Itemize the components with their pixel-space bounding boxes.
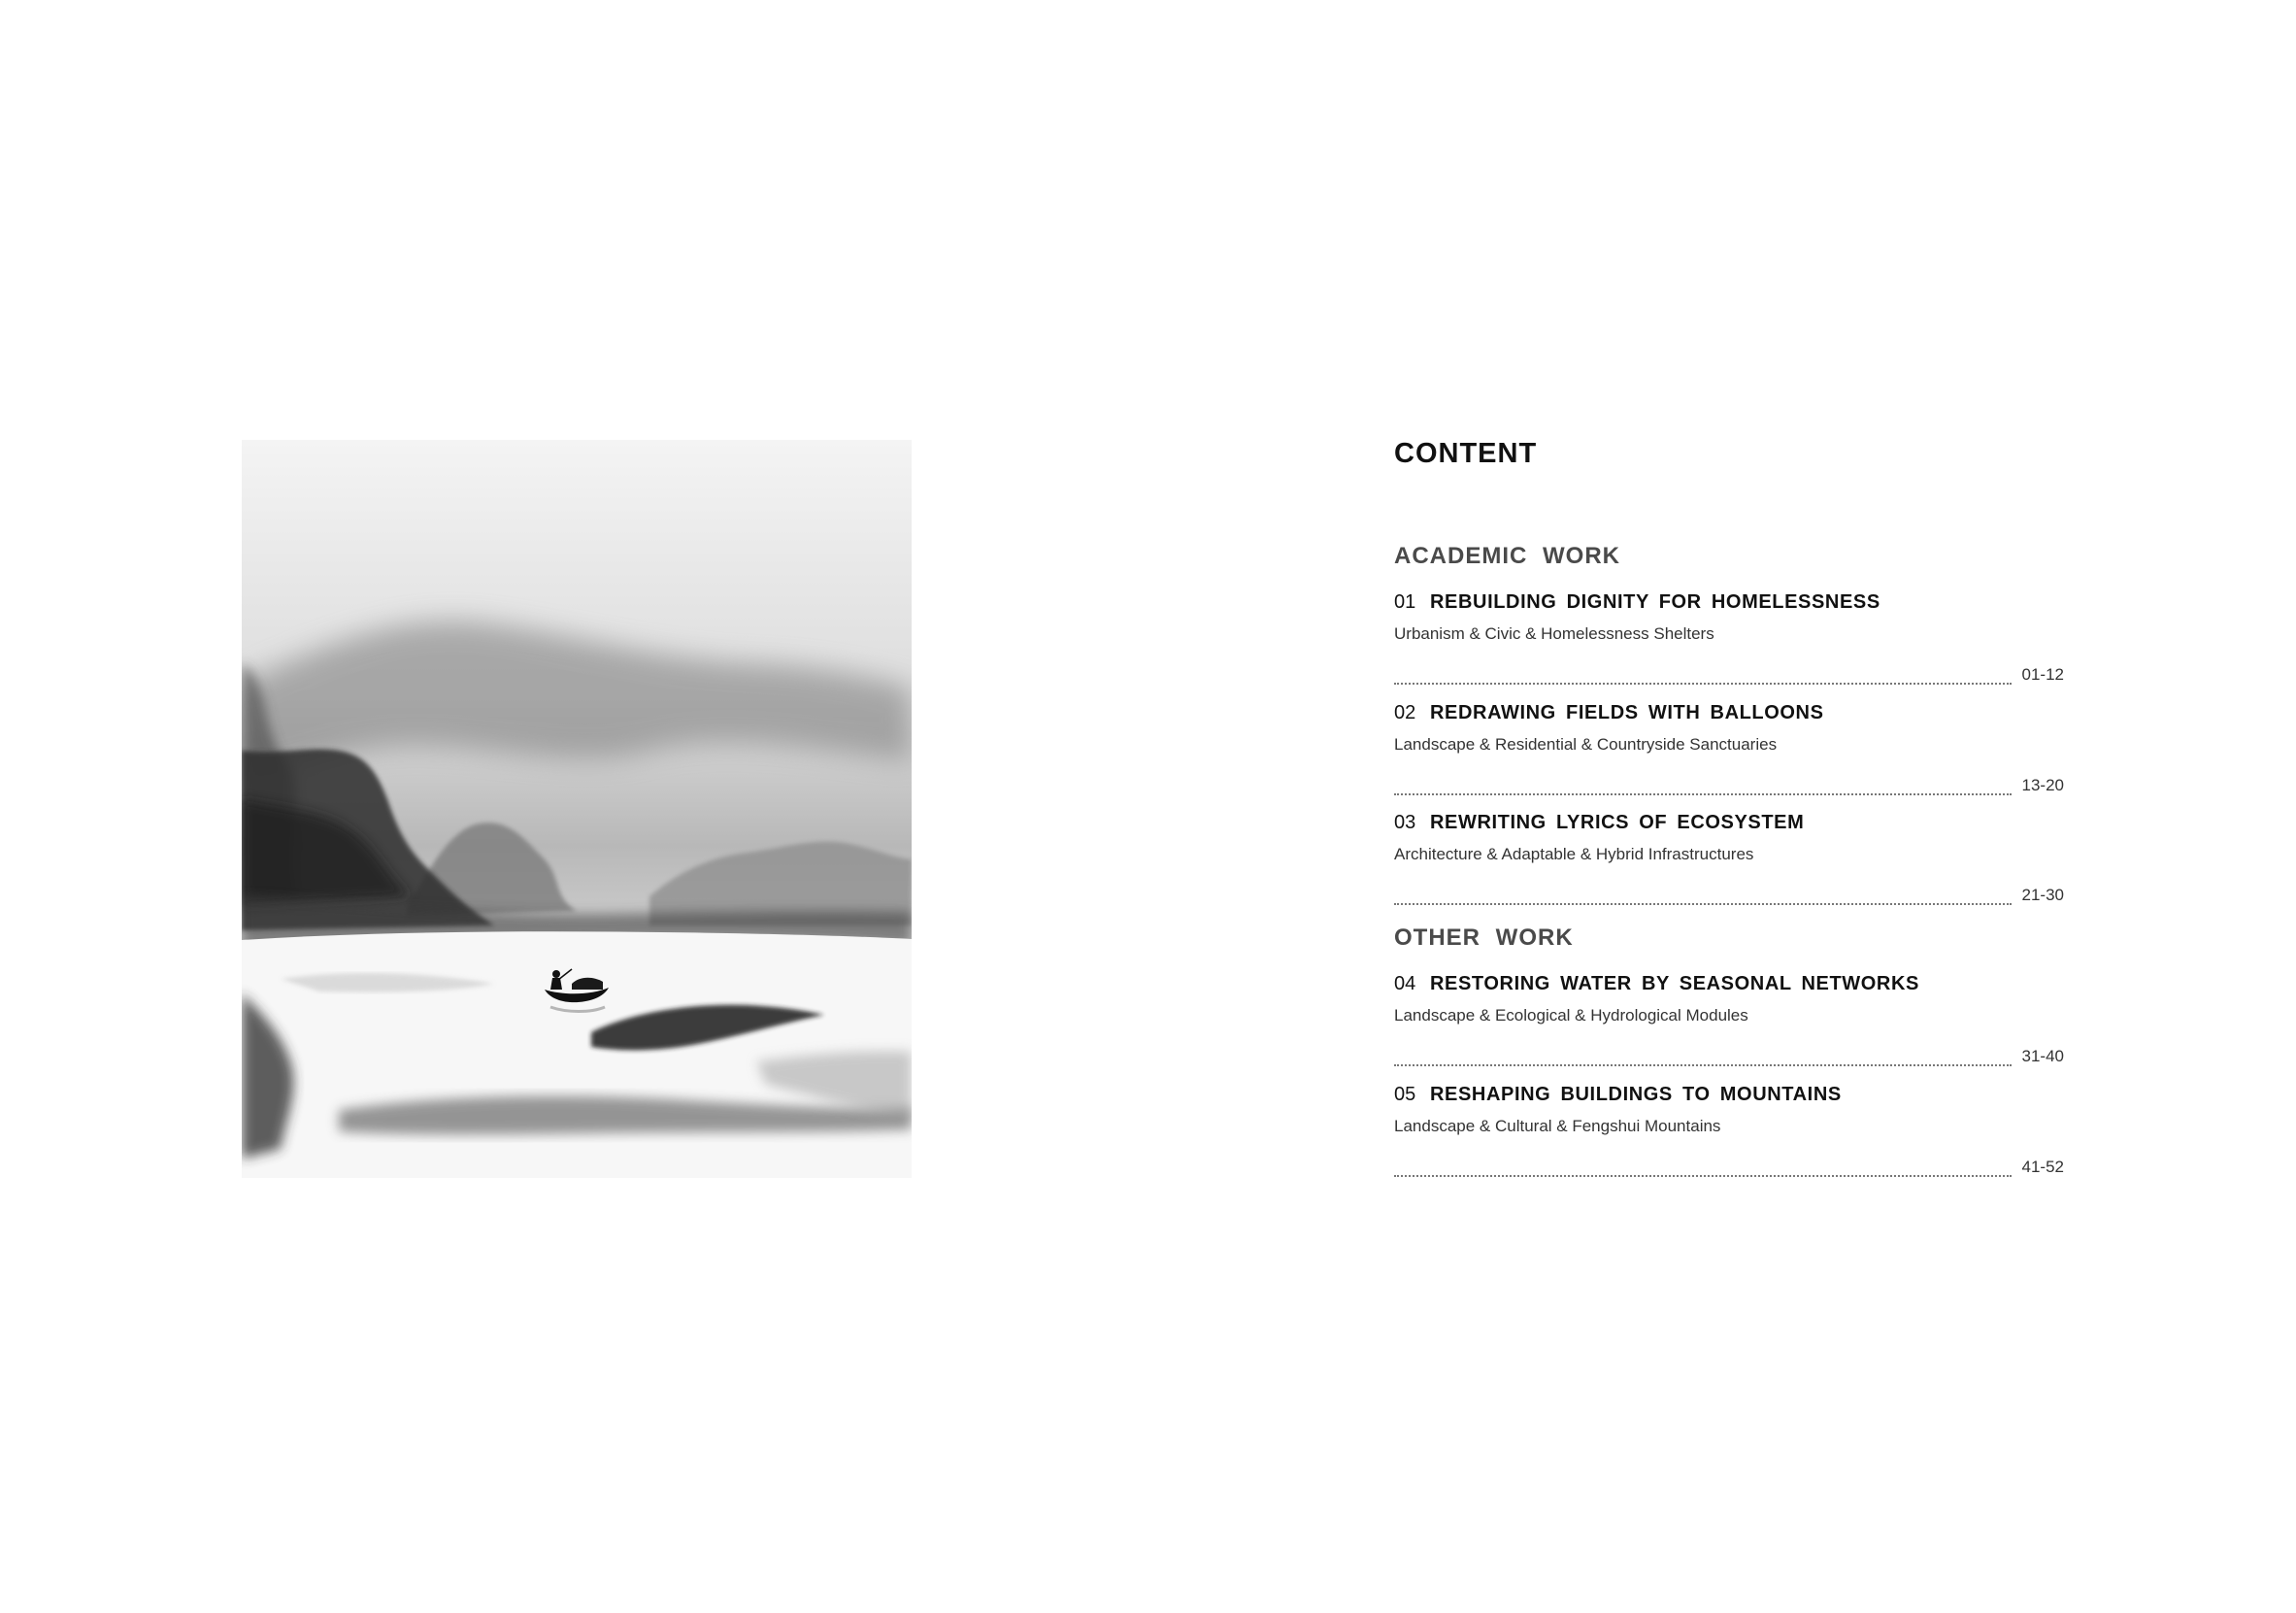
- entry-title: REBUILDING DIGNITY FOR HOMELESSNESS: [1430, 591, 1880, 613]
- toc-entry-04[interactable]: [1394, 973, 2064, 1076]
- entry-subtitle: Landscape & Residential & Countryside Sanctuaries: [1394, 735, 1778, 754]
- entry-page-range: 13-20: [2021, 776, 2064, 794]
- water-surface: [242, 931, 912, 1178]
- entry-title-line: [1394, 812, 1804, 834]
- toc-entry-02[interactable]: [1394, 702, 2064, 805]
- toc-title: CONTENT: [1394, 438, 1538, 469]
- dotted-leader: [1394, 673, 2012, 685]
- entry-page-range: 21-30: [2021, 886, 2064, 904]
- entry-subtitle: Urbanism & Civic & Homelessness Shelters: [1394, 624, 1714, 643]
- toc-entry-05[interactable]: [1394, 1084, 2064, 1187]
- entry-title-line: [1394, 591, 1880, 614]
- dotted-leader: [1394, 1165, 2012, 1177]
- entry-number: 01: [1394, 591, 1416, 613]
- entry-title: RESTORING WATER BY SEASONAL NETWORKS: [1430, 973, 1919, 994]
- entry-number: 04: [1394, 973, 1416, 994]
- entry-title-line: [1394, 702, 1824, 724]
- dotted-leader: [1394, 784, 2012, 795]
- entry-title: REWRITING LYRICS OF ECOSYSTEM: [1430, 812, 1805, 833]
- entry-page-range: 41-52: [2021, 1158, 2064, 1176]
- entry-subtitle: Landscape & Cultural & Fengshui Mountains: [1394, 1117, 1721, 1135]
- section-heading-other-work: OTHER WORK: [1394, 924, 1574, 951]
- entry-number: 03: [1394, 812, 1416, 833]
- entry-title-line: [1394, 1084, 1842, 1106]
- toc-entry-01[interactable]: [1394, 591, 2064, 694]
- entry-title: REDRAWING FIELDS WITH BALLOONS: [1430, 702, 1824, 723]
- ink-landscape-painting: [242, 440, 912, 1178]
- dotted-leader: [1394, 1055, 2012, 1066]
- section-heading-academic-work: ACADEMIC WORK: [1394, 543, 1620, 569]
- entry-page-range: 31-40: [2021, 1047, 2064, 1065]
- toc-entry-03[interactable]: [1394, 812, 2064, 915]
- ink-landscape-svg: [242, 440, 912, 1178]
- entry-title-line: [1394, 973, 1919, 995]
- entry-page-range: 01-12: [2021, 665, 2064, 684]
- entry-subtitle: Landscape & Ecological & Hydrological Modules: [1394, 1006, 1748, 1025]
- entry-subtitle: Architecture & Adaptable & Hybrid Infrastructures: [1394, 845, 1754, 863]
- dotted-leader: [1394, 893, 2012, 905]
- entry-number: 05: [1394, 1084, 1416, 1105]
- entry-number: 02: [1394, 702, 1416, 723]
- entry-title: RESHAPING BUILDINGS TO MOUNTAINS: [1430, 1084, 1842, 1105]
